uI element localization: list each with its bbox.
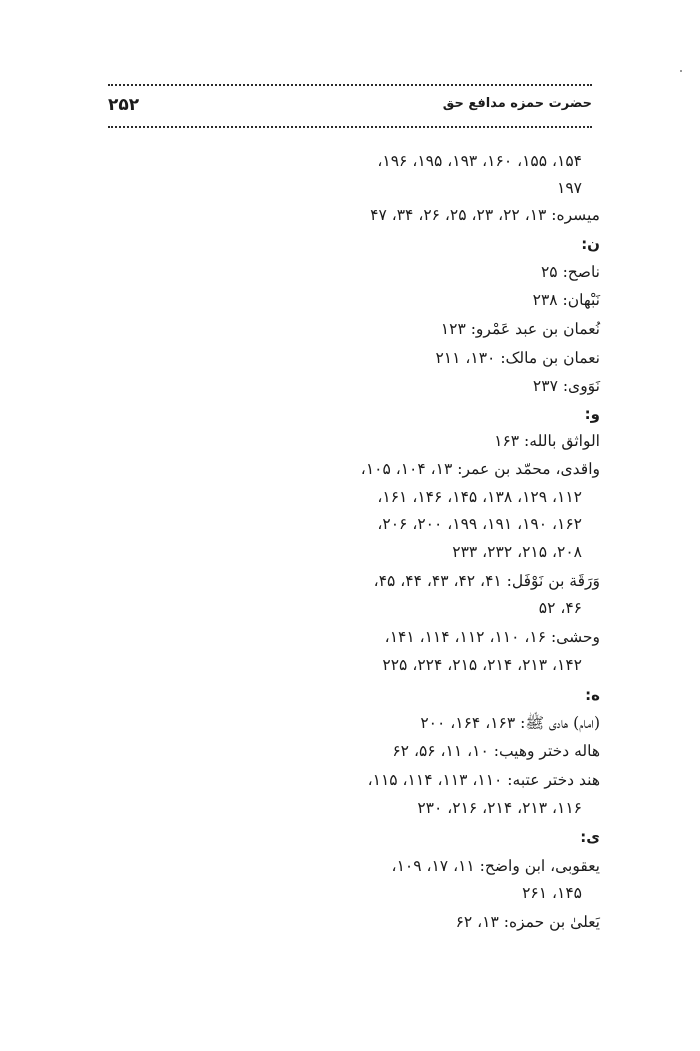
index-entry: واقدی، محمّد بن عمر: ۱۳، ۱۰۴، ۱۰۵،	[360, 460, 600, 478]
letter-heading: ی:	[580, 828, 600, 846]
index-entry: (امام) هادی ﷺ: ۱۶۳، ۱۶۴، ۲۰۰	[420, 714, 600, 732]
letter-heading: و:	[584, 405, 600, 423]
index-continuation: ۲۰۸، ۲۱۵، ۲۳۲، ۲۳۳	[452, 543, 582, 561]
letter-heading: ه:	[585, 686, 600, 704]
index-continuation: ۴۶، ۵۲	[538, 599, 582, 617]
index-continuation: ۱۵۴، ۱۵۵، ۱۶۰، ۱۹۳، ۱۹۵، ۱۹۶،	[377, 152, 582, 170]
index-entry: نعمان بن مالک: ۱۳۰، ۲۱۱	[435, 349, 600, 367]
index-continuation: ۱۱۲، ۱۲۹، ۱۳۸، ۱۴۵، ۱۴۶، ۱۶۱،	[377, 488, 582, 506]
page-number: ۲۵۲	[108, 95, 140, 115]
index-entry: یعقوبی، ابن واضح: ۱۱، ۱۷، ۱۰۹،	[391, 857, 600, 875]
index-entry: نُعمان بن عبد عَمْرو: ۱۲۳	[440, 320, 600, 338]
index-entry: میسره: ۱۳، ۲۲، ۲۳، ۲۵، ۲۶، ۳۴، ۴۷	[370, 206, 600, 224]
index-entry: وحشی: ۱۶، ۱۱۰، ۱۱۲، ۱۱۴، ۱۴۱،	[384, 628, 600, 646]
index-entry: هاله دختر وهیب: ۱۰، ۱۱، ۵۶، ۶۲	[392, 742, 600, 760]
running-title: حضرت حمزه مدافع حق	[442, 96, 592, 111]
index-entry: نَوَوی: ۲۳۷	[532, 377, 600, 395]
index-entry: وَرَقَة بن نَوْفَل: ۴۱، ۴۲، ۴۳، ۴۴، ۴۵،	[373, 572, 600, 590]
index-continuation: ۱۱۶، ۲۱۳، ۲۱۴، ۲۱۶، ۲۳۰	[417, 799, 582, 817]
index-entry: یَعلیٰ بن حمزه: ۱۳، ۶۲	[455, 913, 600, 931]
index-entry: نَبْهان: ۲۳۸	[532, 291, 600, 309]
index-continuation: ۱۴۵، ۲۶۱	[522, 884, 582, 902]
index-entry: هند دختر عتبه: ۱۱۰، ۱۱۳، ۱۱۴، ۱۱۵،	[367, 771, 600, 789]
index-continuation: ۱۴۲، ۲۱۳، ۲۱۴، ۲۱۵، ۲۲۴، ۲۲۵	[382, 656, 582, 674]
index-continuation: ۱۶۲، ۱۹۰، ۱۹۱، ۱۹۹، ۲۰۰، ۲۰۶،	[377, 515, 582, 533]
index-entry: الواثق بالله: ۱۶۳	[494, 432, 600, 450]
letter-heading: ن:	[581, 235, 600, 253]
index-entry: ناصح: ۲۵	[540, 263, 600, 281]
index-continuation: ۱۹۷	[557, 179, 582, 197]
